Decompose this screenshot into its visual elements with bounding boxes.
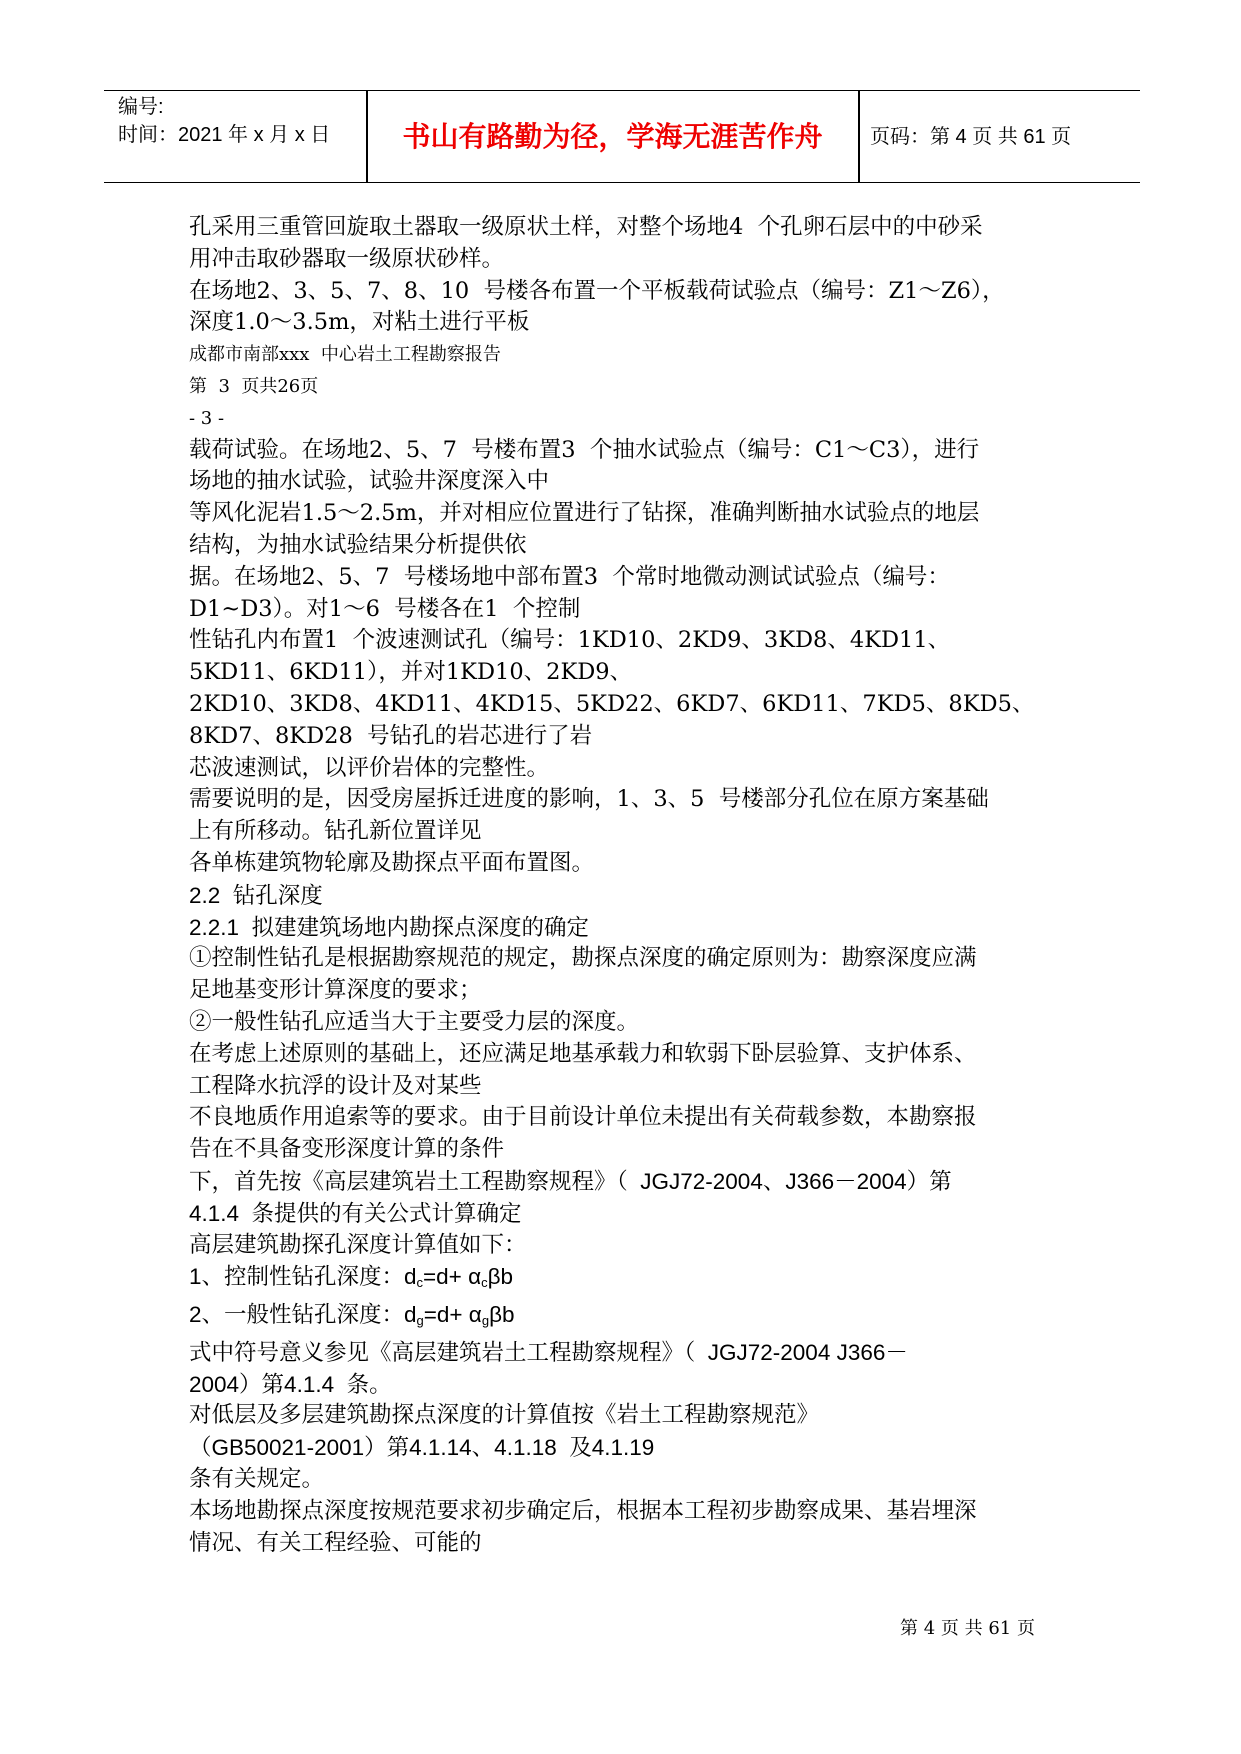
formula-line <box>189 1261 1089 1299</box>
body-line: 场地的抽水试验，试验井深度深入中 <box>189 468 550 495</box>
formula-subscript: c <box>481 1275 488 1291</box>
body-line: 需要说明的是，因受房屋拆迁进度的影响，1、3、5 号楼部分孔位在原方案基础 <box>189 786 989 813</box>
body-line: ①控制性钻孔是根据勘察规范的规定，勘探点深度的确定原则为：勘察深度应满 <box>189 945 977 972</box>
header-divider-right <box>858 91 860 182</box>
header-motto: 书山有路勤为径，学海无涯苦作舟 <box>402 120 823 153</box>
body-line: （GB50021-2001）第4.1.14、4.1.18 及4.1.19 <box>189 1435 655 1461</box>
running-page-count: 第 3 页共26页 <box>189 375 319 397</box>
body-line: 等风化泥岩1.5～2.5m，并对相应位置进行了钻探，准确判断抽水试验点的地层 <box>189 500 980 527</box>
body-line: 不良地质作用追索等的要求。由于目前设计单位未提出有关荷载参数，本勘察报 <box>189 1104 977 1131</box>
body-line: 孔采用三重管回旋取土器取一级原状土样，对整个场地4 个孔卵石层中的中砂采 <box>189 214 983 240</box>
document-date: 时间：2021 年 x 月 x 日 <box>118 124 331 146</box>
body-line: 用冲击取砂器取一级原状砂样。 <box>189 245 505 272</box>
formula-text: βb <box>487 1264 514 1290</box>
body-line: 高层建筑勘探孔深度计算值如下： <box>189 1231 527 1258</box>
body-line: 深度1.0～3.5m，对粘土进行平板 <box>189 309 530 336</box>
body-line: D1~D3）。对1～6 号楼各在1 个控制 <box>189 595 581 622</box>
header-meta <box>118 93 358 149</box>
body-line: 本场地勘探点深度按规范要求初步确定后，根据本工程初步勘察成果、基岩埋深 <box>189 1497 977 1524</box>
body-line: 式中符号意义参见《高层建筑岩土工程勘察规程》（ JGJ72-2004 J366－ <box>189 1339 908 1365</box>
body-line: 据。在场地2、5、7 号楼场地中部布置3 个常时地微动测试试验点（编号： <box>189 563 950 590</box>
section-heading: 2.2 钻孔深度 <box>189 882 323 908</box>
formula-subscript: c <box>416 1275 424 1291</box>
body-line: 各单栋建筑物轮廓及勘探点平面布置图。 <box>189 849 595 876</box>
body-line: 芯波速测试，以评价岩体的完整性。 <box>189 754 550 781</box>
running-title: 成都市南部xxx 中心岩土工程勘察报告 <box>189 344 501 366</box>
body-line: 结构，为抽水试验结果分析提供依 <box>189 531 527 558</box>
body-line: 下，首先按《高层建筑岩土工程勘察规程》（ JGJ72-2004、J366－2004）第 <box>189 1168 952 1194</box>
body-line: 条有关规定。 <box>189 1466 325 1493</box>
formula-line <box>189 1299 1089 1337</box>
formula-subscript: g <box>416 1313 424 1329</box>
formula-subscript: g <box>481 1313 490 1329</box>
body-line: 告在不具备变形深度计算的条件 <box>189 1136 505 1163</box>
formula-text: 2、一般性钻孔深度：d <box>189 1302 417 1328</box>
header-page-number: 页码：第 4 页 共 61 页 <box>870 126 1072 148</box>
subsection-heading: 2.2.1 拟建建筑场地内勘探点深度的确定 <box>189 914 590 940</box>
formula-text: =d+ α <box>423 1302 482 1328</box>
body-line: 情况、有关工程经验、可能的 <box>189 1529 482 1556</box>
body-line: 上有所移动。钻孔新位置详见 <box>189 818 482 845</box>
body-line: 4.1.4 条提供的有关公式计算确定 <box>189 1200 522 1226</box>
running-page-marker: - 3 - <box>189 407 225 429</box>
document-number-label: 编号: <box>118 96 164 118</box>
body-line: 工程降水抗浮的设计及对某些 <box>189 1072 482 1099</box>
body-line: 在场地2、3、5、7、8、10 号楼各布置一个平板载荷试验点（编号：Z1～Z6）， <box>189 277 1005 304</box>
page-footer: 第 4 页 共 61 页 <box>900 1618 1035 1639</box>
body-line: 2KD10、3KD8、4KD11、4KD15、5KD22、6KD7、6KD11、7KD5、8KD5、 <box>189 690 1035 717</box>
body-line: 载荷试验。在场地2、5、7 号楼布置3 个抽水试验点（编号：C1～C3），进行 <box>189 436 980 463</box>
body-line: 5KD11、6KD11），并对1KD10、2KD9、 <box>189 659 633 686</box>
body-line: 性钻孔内布置1 个波速测试孔（编号：1KD10、2KD9、3KD8、4KD11、 <box>189 627 951 654</box>
body-line: ②一般性钻孔应适当大于主要受力层的深度。 <box>189 1008 640 1035</box>
formula-text: =d+ α <box>423 1264 482 1290</box>
body-line: 对低层及多层建筑勘探点深度的计算值按《岩土工程勘察规范》 <box>189 1402 820 1429</box>
document-body <box>189 212 1089 1559</box>
page-header <box>104 90 1140 183</box>
body-line: 8KD7、8KD28 号钻孔的岩芯进行了岩 <box>189 722 593 749</box>
body-line: 2004）第4.1.4 条。 <box>189 1371 392 1397</box>
formula-text: 1、控制性钻孔深度：d <box>189 1264 417 1290</box>
formula-text: βb <box>489 1302 515 1328</box>
body-line: 在考虑上述原则的基础上，还应满足地基承载力和软弱下卧层验算、支护体系、 <box>189 1040 977 1067</box>
body-line: 足地基变形计算深度的要求； <box>189 977 482 1004</box>
